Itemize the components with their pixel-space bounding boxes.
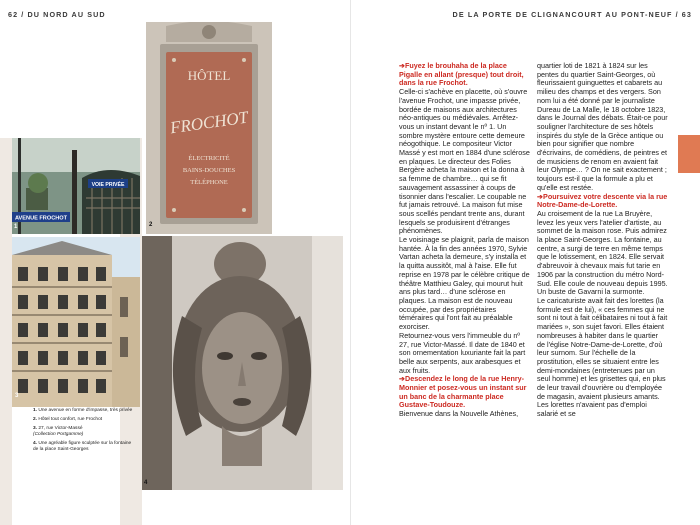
caption-3: 3. 27, rue Victor-Massé (Collection Portgamme)	[33, 426, 84, 437]
photo-number-1: 1	[14, 224, 18, 230]
fountain-face-illustration	[142, 236, 343, 490]
caption-panel	[0, 138, 12, 525]
running-head-left: 62 / DU NORD AU SUD	[8, 10, 106, 19]
plaque-illustration	[146, 22, 272, 234]
paragraph: Retournez-vous vers l'immeuble du nº 27, rue Victor-Massé. Il date de 1840 et son ornementation luxuriante fait la part belle aux serpents, aux arabesques et aux fruits.	[399, 330, 526, 375]
photo-number-2: 2	[149, 222, 153, 228]
paragraph: Bienvenue dans la Nouvelle Athènes,	[399, 409, 519, 419]
page-gutter	[350, 0, 351, 525]
photo-hotel-frochot-plaque	[146, 22, 272, 234]
caption-1: 1. Une avenue en forme d'impasse, très privée	[33, 408, 133, 413]
arrow-icon: ➔	[399, 61, 406, 70]
arrow-icon: ➔	[537, 191, 544, 201]
walk-instruction-2: Descendez le long de la rue Henry-Monnier et posez-vous un instant sur un banc de la charmante place Gustave-Toudouze.	[399, 374, 527, 410]
photo-fountain-face	[142, 236, 343, 490]
photo-avenue-frochot	[12, 138, 140, 234]
plaque-hotel-text: HÔTEL	[187, 68, 231, 83]
text-column-1	[399, 62, 530, 419]
paragraph: Au croisement de la rue La Bruyère, levez les yeux vers l'atelier d'artiste, au sommet de la maison rose. Puis admirez la place Saint-Georges. La fontaine, au centre, a surgi de terre en même temps que le lotissement, en 1824. Elle servait d'abreuvoir à chevaux mais fut tarie en 1906 par la construction du métro Nord-Sud. Elle coule de nouveau depuis 1995. Un buste de Gavarni la surmonte.	[537, 208, 668, 297]
chapter-tab	[678, 135, 700, 173]
plaque-electricite-text: ÉLECTRICITÉ	[188, 155, 230, 162]
caption-4: 4. Une agréable figure sculptée sur la fontaine de la place Saint-Georges	[33, 441, 132, 452]
caption-2: 2. Hôtel tout confort, rue Frochot	[33, 417, 103, 422]
voie-privee-sign: VOIE PRIVÉE	[91, 182, 125, 188]
paragraph: Celle-ci s'achève en placette, où s'ouvre l'avenue Frochot, une impasse privée, bordée de maisons aux architectures néo-antiques ou médiévales. Arrêtez-vous un instant devant le nº 1. Un sombre mystère entoure cette demeure néogothique. Le compositeur Victor Massé y est mort en 1884 d'une sclérose en plaques. Le directeur des Folies Bergère acheta la maison et la donna à sa femme de chambre… qui se fit sauvagement assassiner à coups de tisonnier dans l'escalier. Le coupable ne fut jamais retrouvé. La maison fut mise sous scellés pendant trente ans, durant lesquels se produisirent d'étranges phénomènes.	[399, 87, 530, 236]
paragraph: Le voisinage se plaignit, parla de maison hantée. À la fin des années 1970, Sylvie Vartan acheta la demeure, s'y installa et la quitta aussitôt, mal à l'aise. Elle fut reprise en 1978 par le célèbre critique de théâtre Matthieu Galey, qui mourut huit ans plus tard… d'une sclérose en plaques. La maison est de nouveau occupée, par des propriétaires téméraires qui l'ont fait au préalable exorciser.	[399, 235, 530, 332]
paragraph: quartier loti de 1821 à 1824 sur les pentes du quartier Saint-Georges, où fleurissaient guinguettes et cabarets au milieu des champs et des vergers. Son nom lui a été donné par le journaliste Dureau de La Malle, le 18 octobre 1823, dans le Journal des débats. Était-ce pour souligner l'architecture de ses hôtels inspirés du style de la Grèce antique ou bien pour signifier que nombre d'écrivains, de comédiens, de peintres et de musiciens de renom en avaient fait leur Olympe… ? On ne sait exactement ; toujours est-il que la formule a plu et qu'elle est restée.	[537, 61, 668, 192]
paragraph: Le caricaturiste avait fait des lorettes (la formule est de lui), « ces femmes qui ne sont ni tout à fait célibataires ni tout à fait mariées », son sujet favori. Elles étaient nombreuses à habiter dans le quartier de l'église Notre-Dame-de-Lorette, d'où leur surnom. Sur l'échelle de la prostitution, elles se situaient entre les demi-mondaines (entretenues par un seul homme) et les grisettes qui, en plus de leur travail d'ouvrière ou d'employée de magasin, avaient plusieurs amants. Les lorettes n'avaient pas d'emploi salarié et se	[537, 295, 668, 419]
photo-captions	[33, 408, 137, 456]
plaque-telephone-text: TÉLÉPHONE	[190, 179, 228, 186]
walk-instruction-3: Poursuivez votre descente via la rue Notre-Dame-de-Lorette.	[537, 191, 668, 210]
photo-number-4: 4	[144, 480, 148, 486]
arrow-icon: ➔	[399, 374, 406, 384]
walk-instruction-1: Fuyez le brouhaha de la place Pigalle en allant (presque) tout droit, dans la rue Frochot.	[399, 61, 524, 88]
avenue-frochot-illustration	[12, 138, 140, 234]
plaque-frochot-text: FROCHOT	[168, 107, 250, 138]
building-illustration	[12, 237, 140, 407]
photo-rue-victor-masse	[12, 237, 140, 407]
avenue-frochot-sign: AVENUE FROCHOT	[14, 215, 68, 222]
running-head-right: DE LA PORTE DE CLIGNANCOURT AU PONT-NEUF / 63	[452, 10, 692, 19]
text-column-2	[537, 62, 668, 419]
photo-number-3: 3	[15, 393, 19, 399]
plaque-bains-text: BAINS-DOUCHES	[182, 167, 236, 174]
